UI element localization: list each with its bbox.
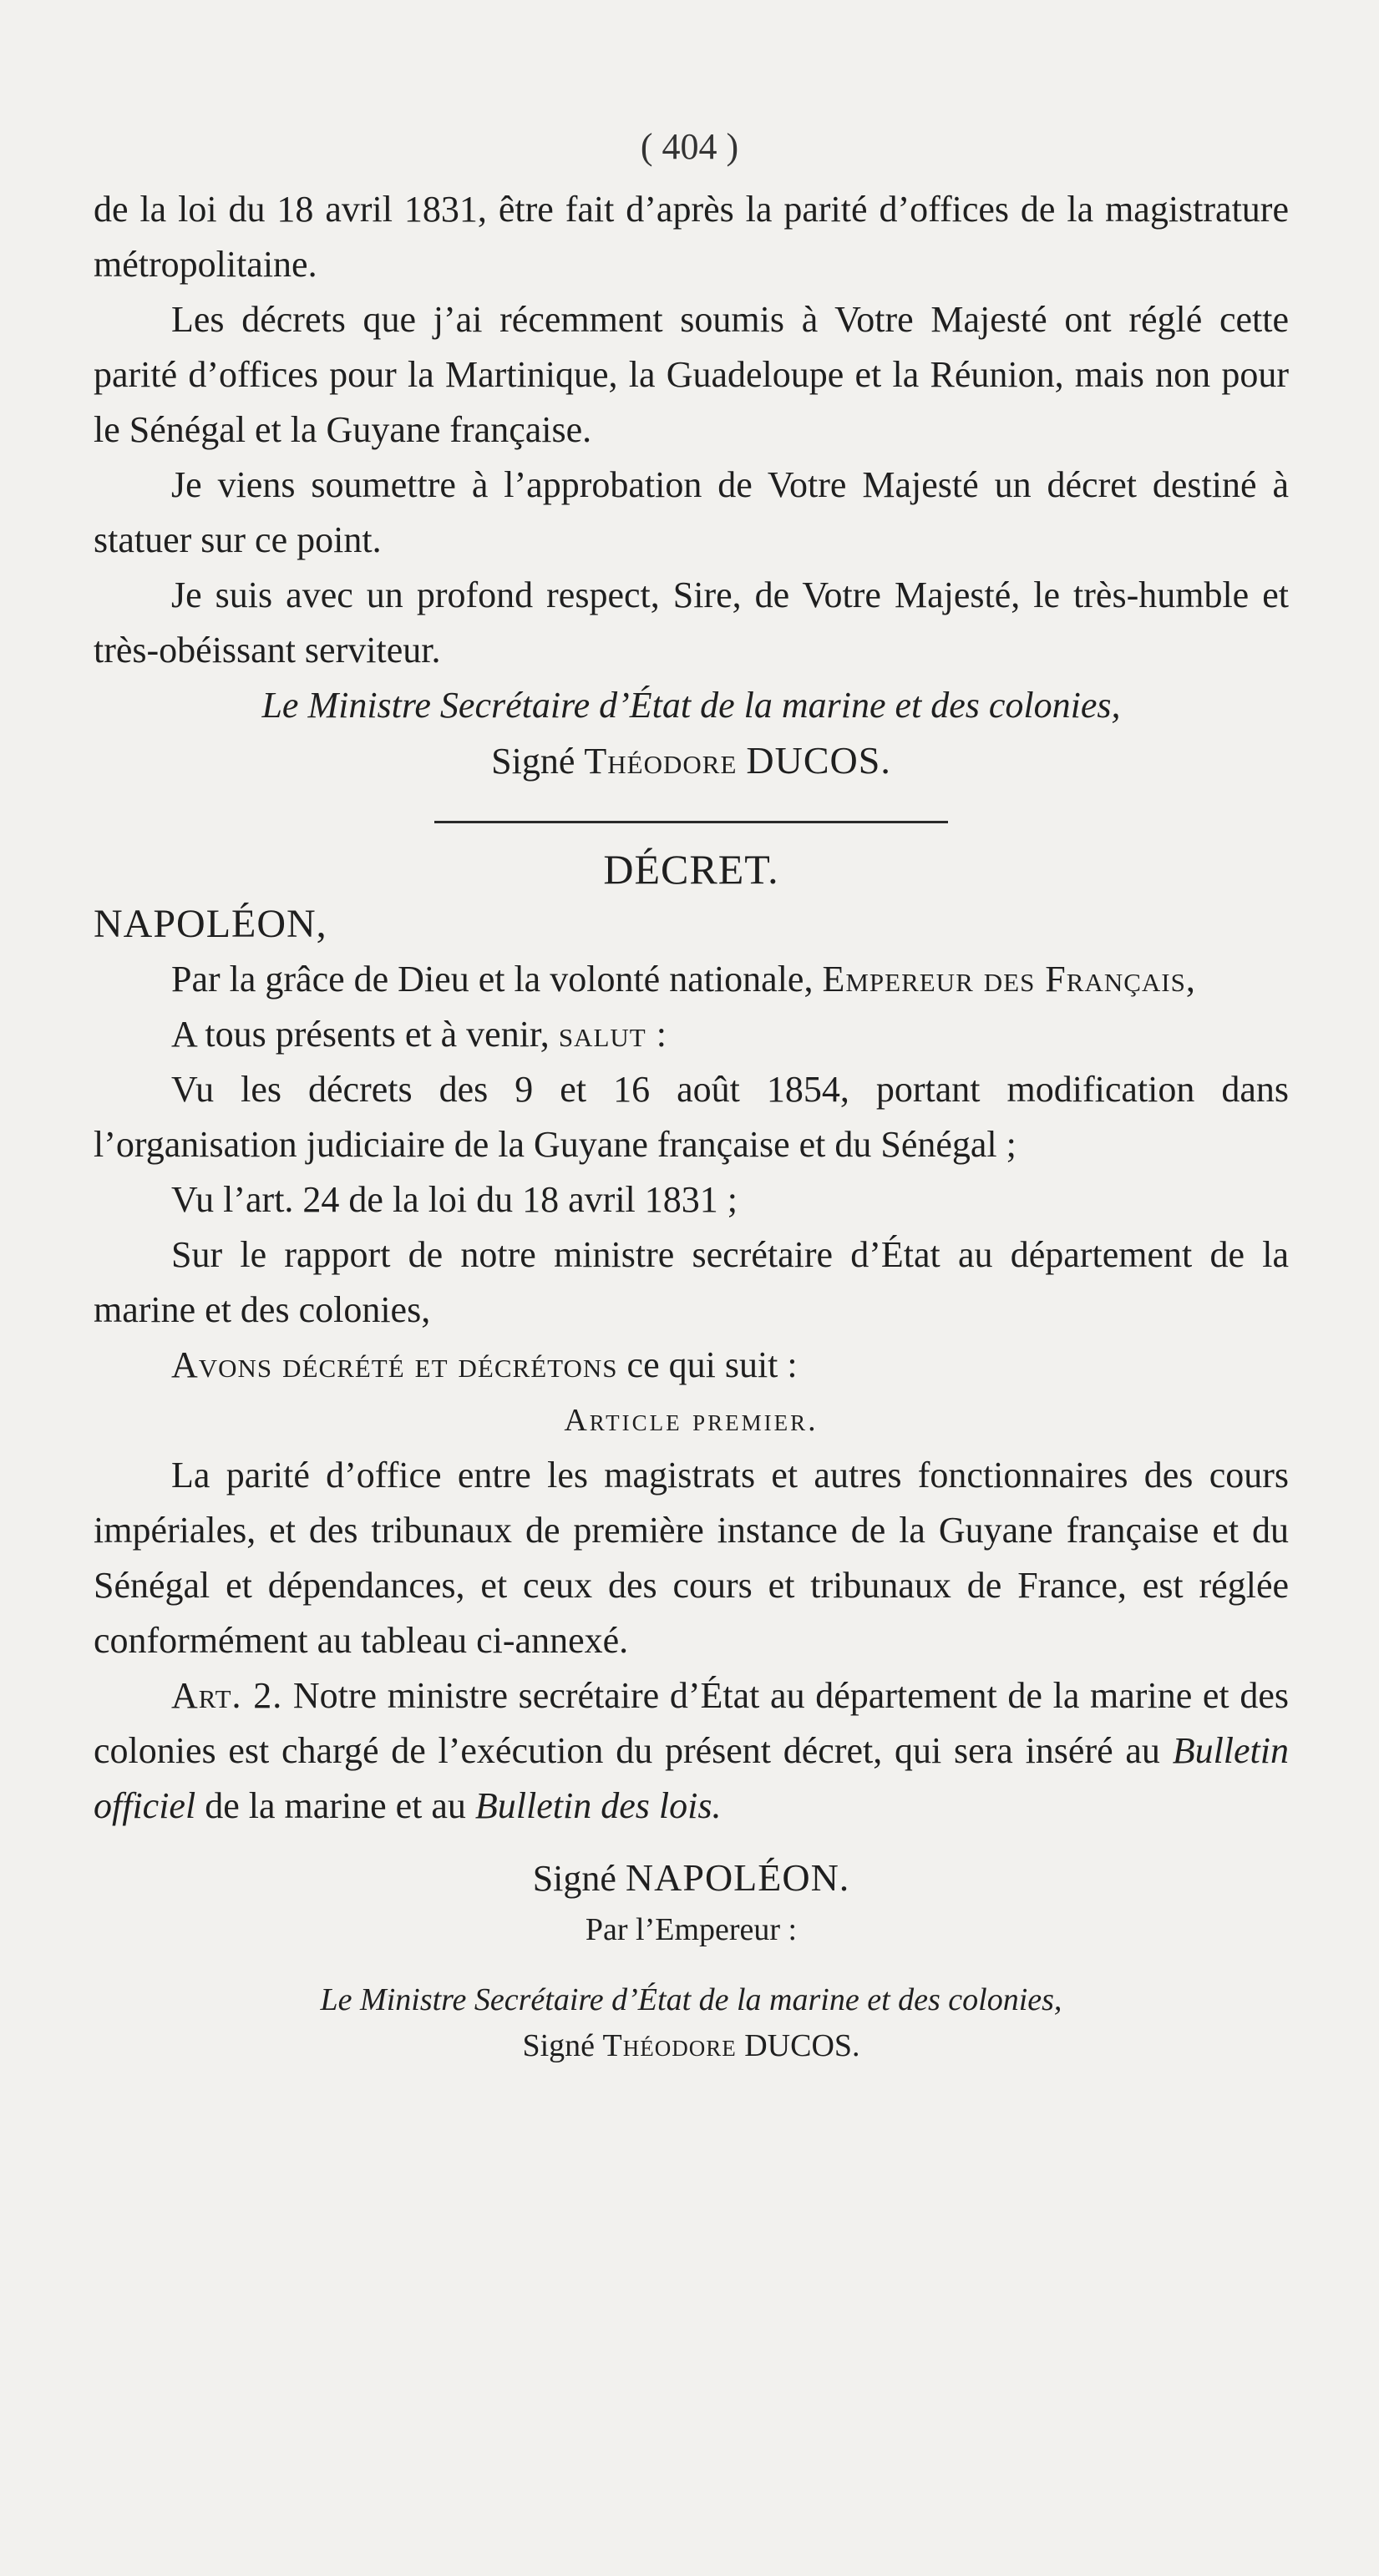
decree-salut-word: salut : [558, 1014, 667, 1055]
report-paragraph-1: de la loi du 18 avril 1831, être fait d’après la parité d’offices de la magistrature métropolitaine. [94, 189, 1289, 285]
decree-rapport: Sur le rapport de notre ministre secrétaire d’État au département de la marine et des colonies, [94, 1234, 1289, 1330]
decree-vu-1: Vu les décrets des 9 et 16 août 1854, portant modification dans l’organisation judiciaire de la Guyane française et du Sénégal ; [94, 1069, 1289, 1165]
decree-signature-name: NAPOLÉON. [625, 1856, 850, 1899]
decree-salut-text: A tous présents et à venir, [171, 1014, 550, 1055]
article-2-paragraph [94, 1668, 1289, 1834]
decree-title: DÉCRET. [603, 846, 779, 893]
article-2-text-b: de la marine et au [205, 1785, 466, 1826]
article-1-text: La parité d’office entre les magistrats et autres fonctionnaires des cours impériales, et des tribunaux de première instance de la Guyane française et du Sénégal et dépendances, et ceux des cours et tribunaux de France, est réglée conformément au tableau ci-annexé. [94, 1455, 1289, 1661]
decree-grace-text: Par la grâce de Dieu et la volonté nationale, [171, 959, 814, 1000]
decree-avons-paragraph [94, 1338, 1289, 1393]
countersign-title: Le Ministre Secrétaire d’État de la marine et des colonies, [320, 1982, 1062, 2017]
countersign-last-name: DUCOS. [744, 2028, 860, 2063]
report-paragraph-3: Je viens soumettre à l’approbation de Votre Majesté un décret destiné à statuer sur ce point. [94, 464, 1289, 560]
report-signature-first-name: Théodore [584, 741, 738, 782]
article-2-bulletin-officiel: Bulletin officiel [94, 1730, 1289, 1826]
article-1-heading: Article premier. [564, 1403, 819, 1438]
decree-emperor-title: Empereur des Français, [822, 959, 1196, 1000]
report-paragraph-2: Les décrets que j’ai récemment soumis à Votre Majesté ont réglé cette parité d’offices pour la Martinique, la Guadeloupe et la Réunion, mais non pour le Sénégal et la Guyane française. [94, 299, 1289, 450]
decree-avons-tail: ce qui suit : [626, 1344, 798, 1385]
page-number-header: ( 404 ) [640, 126, 739, 167]
decree-grace-paragraph [94, 952, 1289, 1007]
countersign-first-name: Théodore [602, 2028, 737, 2063]
document-body [94, 182, 1289, 2068]
countersign [94, 2023, 1289, 2068]
decree-salut-paragraph [94, 1007, 1289, 1062]
decree-avons-formula: Avons décrété et décrétons [171, 1344, 618, 1385]
decree-emperor-name: NAPOLÉON, [94, 902, 327, 946]
par-empereur: Par l’Empereur : [585, 1912, 798, 1947]
report-signature-prefix: Signé [491, 741, 575, 782]
report-signature-last-name: DUCOS. [746, 739, 891, 782]
report-signature-title: Le Ministre Secrétaire d’État de la marine et des colonies, [261, 685, 1121, 726]
article-2-bulletin-lois: Bulletin des lois. [474, 1785, 722, 1826]
section-divider [434, 821, 948, 823]
decree-vu-2: Vu l’art. 24 de la loi du 18 avril 1831 ; [171, 1179, 738, 1220]
decree-signature [94, 1850, 1289, 1906]
countersign-prefix: Signé [522, 2028, 596, 2063]
report-signature [94, 733, 1289, 789]
article-2-label: Art. 2. [171, 1675, 283, 1716]
decree-signature-prefix: Signé [532, 1858, 616, 1899]
report-paragraph-4: Je suis avec un profond respect, Sire, de Votre Majesté, le très-humble et très-obéissant serviteur. [94, 574, 1289, 671]
article-2-text-a: Notre ministre secrétaire d’État au département de la marine et des colonies est chargé de l’exécution du présent décret, qui sera inséré au [94, 1675, 1289, 1771]
